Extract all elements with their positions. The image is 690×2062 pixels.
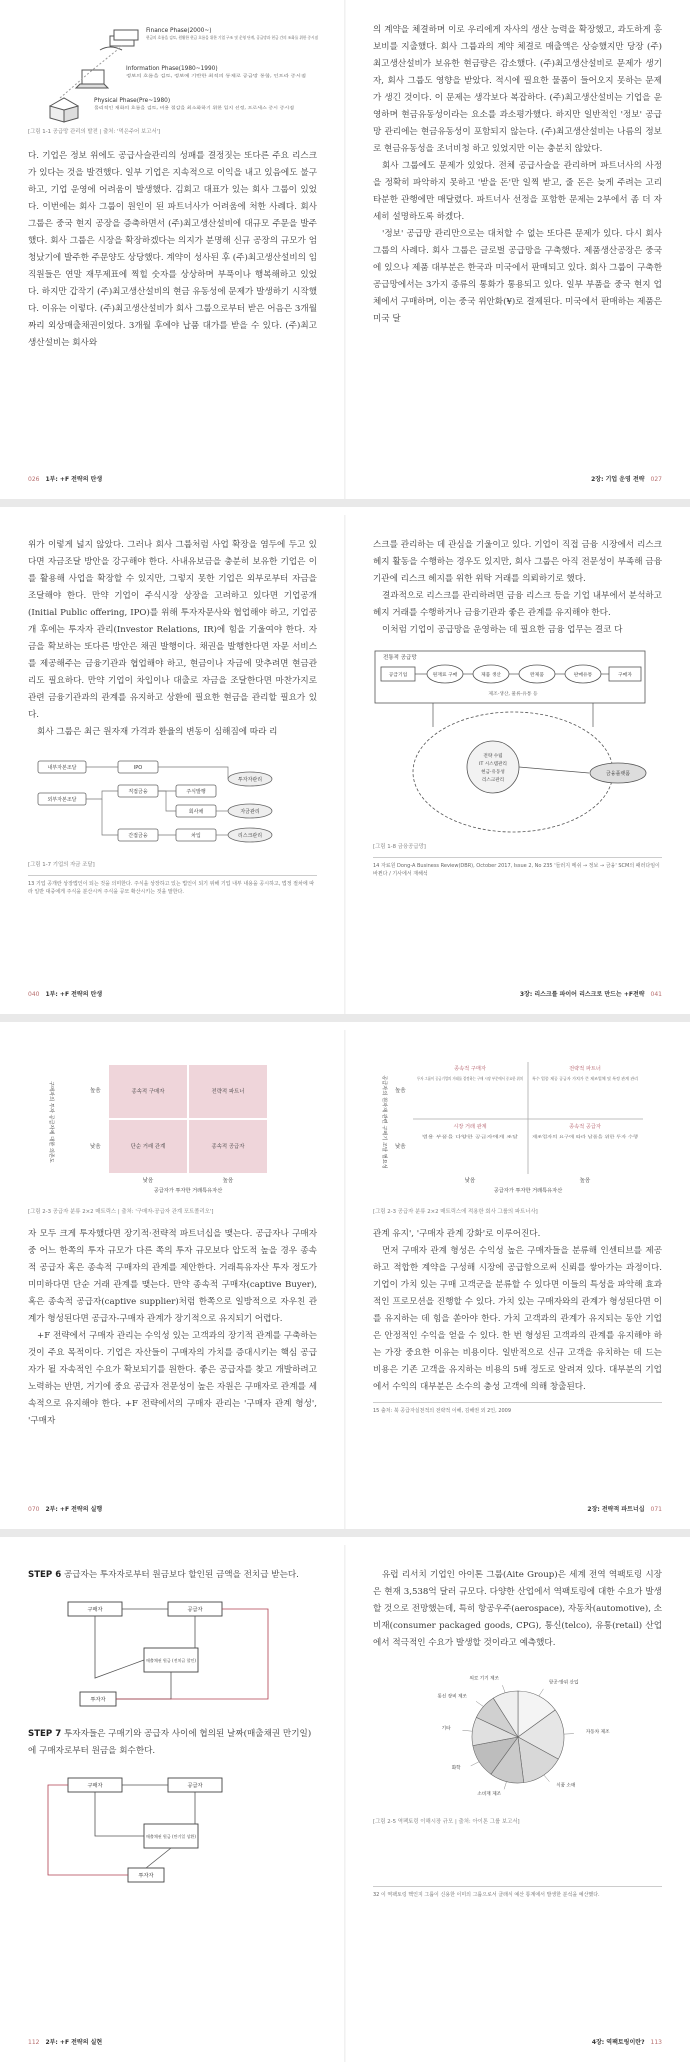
matrix-cell-title: 시장 거래 관계 — [453, 1124, 487, 1130]
step-label: STEP 7 — [28, 1729, 62, 1739]
body-text — [28, 1226, 317, 1430]
diagram-label: 주식발행 — [186, 789, 206, 795]
axis-low: 낮음 — [142, 1178, 154, 1184]
figure-caption: [그림 1-1 공급망 관리의 발전 | 출처: '먹은주어 보고서'] — [28, 129, 161, 135]
supplier-matrix-figure — [28, 1052, 318, 1202]
pie-leader-line — [564, 1734, 574, 1735]
paragraph: 회사 그룹은 최근 원자재 가격과 환율의 변동이 심해짐에 따라 리 — [37, 727, 278, 737]
axis-high: 높음 — [90, 1088, 101, 1094]
matrix-x-label: 공급자가 투자한 거래특유자산 — [153, 1188, 223, 1194]
node-label: 판매유통 — [573, 673, 593, 678]
page-number: 112 — [28, 2039, 40, 2046]
running-head: 3장: 리스크를 파이어 리스크로 만드는 +F전략 — [519, 991, 645, 998]
axis-high: 높음 — [395, 1088, 406, 1094]
phase-finance-desc: 현금의 흐름을 검토, 원활한 현금 흐름을 위한 기업 구조 및 운영 단계, 공급망과 현금 간의 조화를 위한 중시점 — [146, 35, 346, 40]
running-head: 2부: +F 전략의 실현 — [45, 2039, 103, 2046]
paragraph: 의 계약을 체결하며 이로 우리에게 자사의 생산 능력을 확장했고, 과도하게 홍보비를 지출했다. 회사 그룹과의 계약 체결로 매출액은 상승했지만 당장 (주)최고생산설비가 보유한 현금량은 감소했다. (주)최고생산설비로 문제가 생기자, 회사 그룹도 영향을 받았다. 적시에 필요한 물품이 들어오지 못하는 문제가 생긴 것이다. 이 문제는 생각보다 복잡하다. (주)최고생산설비는 기업을 운영하며 현금유동성이라는 요소를 과소평가했다. 하지만 일반적인 '정보' 공급망 관리에는 현금유동성이 포함되지 않는다. (주)최고생산설비는 나름의 정보로 현금유동성을 조너비청 하고 있었지만 이는 충분치 않았다. — [373, 25, 662, 154]
hub-label: 현금·유동성 — [481, 770, 505, 775]
body-text — [373, 22, 662, 328]
phase-information-title: Information Phase(1980~1990) — [126, 66, 218, 72]
body-text — [373, 537, 662, 639]
pie-leader-line — [471, 1762, 479, 1766]
body-text — [28, 537, 317, 741]
pie-label: 기타 — [441, 1726, 451, 1732]
book-spread-4 — [0, 1545, 690, 2062]
matrix-y-label: 구매자의 투자 공급자에 대한 의존도 — [48, 1081, 54, 1163]
page-070 — [0, 1030, 345, 1529]
page-folio — [28, 474, 102, 483]
hub-label: IT 시스템관리 — [479, 762, 507, 767]
diagram-title: 전통적 공급망 — [383, 655, 417, 661]
diagram-label: 간접금융 — [128, 833, 148, 839]
hub-label: 리스크관리 — [481, 778, 505, 783]
body-text — [373, 1226, 662, 1396]
page-folio — [28, 989, 102, 998]
paragraph: 먼저 구매자 관계 형성은 수익성 높은 구매자들을 분류해 인센티브를 제공하고 적합한 계약을 구성해 시장에 공급함으로써 신뢰를 쌓아가는 과정이다. 기업이 가치 있는 구매 고객군을 분류할 수 있다면 이들의 특성을 파악해 효과적인 프로모션을 진행할 수 있다. 가치 있는 구매자와의 관계가 형성된다면 이를 유지하는 데 힘을 쏟아야 한다. 가치 고객과의 관계가 유지되는 동안 기업은 안정적인 수익을 얻을 수 있다. 한 번 형성된 고객과의 관계를 유지해야 하는 가장 중요한 이유는 비용이다. 일반적으로 신규 고객을 유치하는 데 드는 비용은 기존 고객을 유지하는 비용의 5배 정도로 알려져 있다. 대부분의 기업에서 수익의 대부분은 소수의 충성 고객에 의해 창출된다. — [373, 1246, 662, 1392]
page-folio — [591, 474, 662, 483]
matrix-cell-title: 전략적 파트너 — [569, 1066, 601, 1072]
page-number: 040 — [28, 991, 40, 998]
matrix-cell: 종속적 공급자 — [211, 1144, 245, 1150]
footnote: 14 자료원 Dong-A Business Review(DBR), October 2017, Issue 2, No 235 '들러지 메쉬 → 정보 → 금융' SCM의 패러다임이 바뀐다 / 기사에서 재해석 — [373, 857, 662, 878]
box-icon — [50, 98, 78, 122]
paragraph: '정보' 공급망 관리만으로는 대처할 수 없는 또다른 문제가 있다. 다시 회사 그룹의 사례다. 회사 그룹은 글로벌 공급망을 구축했다. 제품생산공장은 중국에 있으나 제품 대부분은 한국과 미국에서 판매되고 있다. 회사 그룹이 구축한 공급망에서는 3가지 종류의 통화가 통용되고 있다. 일부 부품을 중국 현지 업체에서 구매하며, 이는 중국 위안화(¥)로 결제된다. 미국에서 판매하는 제품은 미국 달 — [373, 229, 662, 324]
node-buyer: 구매자 — [87, 1783, 103, 1789]
node-label: 완제품 — [530, 673, 544, 678]
body-text — [28, 148, 317, 352]
pie-leader-line — [502, 1685, 505, 1693]
figure-caption: [그림 2-5 역팩토링 이해시장 규모 | 출처: 아이톤 그룹 보고서] — [373, 1819, 520, 1825]
partner-matrix-figure — [373, 1052, 663, 1202]
dollar-hand-icon — [100, 30, 138, 50]
pie-leader-line — [539, 1689, 544, 1696]
running-head: 2부: +F 전략의 실행 — [45, 1506, 103, 1513]
matrix-y-label: 공급자의 원자재 관련 구매기 조달 필요성 — [381, 1075, 387, 1169]
step-6 — [28, 1567, 317, 1584]
node-supplier: 공급자 — [187, 1783, 203, 1789]
pie-label: 통신 장비 제조 — [437, 1694, 467, 1700]
node-label: 구매자 — [618, 673, 632, 678]
matrix-cell-desc: 투자 그룹이 공급기업의 거래를 결정하는 구매 시장 부문에서 중요한 위치 — [417, 1076, 524, 1081]
platform-label: 금융플랫폼 — [605, 771, 631, 777]
running-head: 2장: 기업 운영 전략 — [591, 476, 645, 483]
diagram-label: IPO — [133, 765, 143, 771]
reverse-factoring-pie-chart — [373, 1662, 663, 1812]
paragraph: +F 전략에서 구매자 관리는 수익성 있는 고객과의 장기적 관계를 구축하는 것이 주요 목적이다. 기업은 자산들이 구매자의 가치를 증대시키는 핵심 공급자가 될 자속적인 수요가 확보되기를 원한다. 좋은 공급자를 찾고 개발하려고 노력하는 반면, 거기에 중요 공급자 전문성이 높은 자원은 구매자로 관계를 세속적으로 유지해야 한다. +F 전략에서의 구매자 관리는 '구매자 관계 형성', '구매자 — [28, 1331, 317, 1426]
paragraph: 다. 기업은 정보 위에도 공급사슬관리의 성패를 결정짓는 또다른 주요 리스크가 있다는 것을 발견했다. 일부 기업은 지속적으로 이익을 내고 있음에도 불구하고, 기업 운영에 어려움이 발생했다. 김회고 대표가 있는 회사 그룹이 있었다. 이번에는 회사 그룹이 원인이 된 파트너사가 어려움에 처한 사례다. 회사 그룹은 중국 현지 공장을 증축하면서 (주)최고생산설비에 대규모 주문을 발주했다. 회사 그룹은 시장을 확장하겠다는 의지가 분명해 신규 공장의 규모가 엄청났기에 발주한 주문양도 상당했다. 계약이 성사된 후 (주)최고생산설비의 임직원들은 연말 재무제표에 찍힐 숫자를 상상하며 부푹이나 행복해하고 있었다. 하지만 갑작기 (주)최고생산설비의 현금 유동성에 문제가 발생하기 시작했다. 이유는 이렇다. (주)최고생산설비가 회사 그룹으로부터 받은 어음은 3개월짜리 외상매출채권이었다. 3개월 후에야 납품 대가를 받을 수 있다. (주)최고생산설비는 회사와 — [28, 151, 317, 348]
footnote: 13 기업 공개란 상장법인이 되는 것을 의미한다. 주식을 상장하고 있는 법인이 되기 위해 기업 내부 내용을 공시하고, 법정 절차에 따라 일반 대중에게 주식을 분산시켜 주식을 공모 확산시키는 것을 말한다. — [28, 875, 317, 896]
step7-flow-diagram — [28, 1764, 318, 1894]
phase-finance-title: Finance Phase(2000~) — [146, 28, 212, 34]
footnote: 32 이 역팩토링 핵인지 그룹이 신용한 이미의 그룹으로서 클래식 예산 통계에서 발생한 분석을 예산했다. — [373, 1886, 662, 1899]
pie-label: 자동차 제조 — [585, 1730, 610, 1736]
pie-label: 소비재 제조 — [477, 1792, 502, 1798]
page-folio — [520, 989, 662, 998]
pie-leader-line — [462, 1730, 472, 1731]
page-041 — [345, 515, 690, 1014]
paragraph: 자 모두 크게 투자했다면 장기적·전략적 파트너십을 맺는다. 공급자나 구매자 중 어느 한쪽의 투자 규모가 다른 쪽의 투자 규모보다 압도적 높을 경우 종속적 공급자 혹은 종속적 구매자의 관계를 제안한다. 거래특유자산 투자 정도가 미미하다면 단순 거래 관계를 맺는다. 만약 종속적 구매자(captive Buyer), 혹은 종속적 공급자(captive supplier)처럼 한쪽으로 일방적으로 자우친 관계가 형성된다면 공급자-구매자 관계가 장기적으로 유지되기 어렵다. — [28, 1229, 317, 1324]
page-number: 041 — [650, 991, 662, 998]
step-7 — [28, 1726, 317, 1760]
pie-leader-line — [476, 1701, 484, 1706]
phase-physical-desc: 물리적인 재화의 흐름을 검토, 비용 절감을 최소화하기 위한 입지 선정, 프로세스 중시 중시점 — [94, 105, 263, 110]
book-spread-1 — [0, 0, 690, 507]
axis-low: 낮음 — [464, 1178, 476, 1184]
matrix-x-label: 공급자가 투자한 거래특유자산 — [493, 1188, 563, 1194]
pie-label: 식품 소매 — [556, 1783, 576, 1789]
figure-caption: [그림 1-8 금융공급망] — [373, 844, 426, 850]
matrix-cell: 전략적 파트너 — [211, 1089, 245, 1095]
node-label: 공급기업 — [388, 673, 408, 678]
step-text: 공급자는 투자자로부터 원금보다 할인된 금액을 전치급 받는다. — [63, 1570, 299, 1580]
matrix-cell-desc: 특수 업종 제공 공급자 가치가 큰 제조업체 및 특정 관계 관리 — [532, 1076, 639, 1081]
diagram-label: 투자자관리 — [237, 777, 263, 783]
node-investor: 투자자 — [90, 1697, 106, 1703]
page-number: 070 — [28, 1506, 40, 1513]
diagram-label: 차입 — [191, 833, 201, 839]
sub-label: 제조·생산, 물류·유통 등 — [488, 692, 538, 697]
book-spread-2 — [0, 515, 690, 1022]
running-head: 1부: +F 전략의 탄생 — [45, 476, 103, 483]
pie-label: 의료 기기 제조 — [469, 1676, 500, 1682]
page-folio — [587, 1504, 662, 1513]
node-label: 원재료 구매 — [432, 673, 458, 678]
step-text: 투자자들은 구매기와 공급자 사이에 협의된 날짜(매출채권 만기일)에 구매자로부터 원금을 회수한다. — [28, 1729, 312, 1756]
laptop-icon — [76, 70, 108, 88]
page-number: 113 — [650, 2039, 662, 2046]
pie-leader-line — [504, 1782, 506, 1790]
page-folio — [28, 1504, 102, 1513]
phase-physical-title: Physical Phase(Pre~1980) — [94, 98, 171, 104]
book-spread-3 — [0, 1030, 690, 1537]
running-head: 2장: 전략적 파트너십 — [587, 1506, 645, 1513]
diagram-label: 리스크관리 — [237, 833, 263, 839]
node-supplier: 공급자 — [187, 1607, 203, 1613]
body-text — [373, 1567, 662, 1652]
axis-high: 높음 — [222, 1178, 234, 1184]
matrix-cell-title: 종속적 공급자 — [569, 1124, 601, 1130]
paragraph: 스크를 관리하는 데 관심을 기울이고 있다. 기업이 직접 금융 시장에서 리스크 헤지 활동을 수행하는 경우도 있지만, 회사 그룹은 아직 전문성이 부족해 금융기관에 리스크 헤지를 위한 위탁 거래를 의뢰하기로 했다. — [373, 540, 662, 584]
step-label: STEP 6 — [28, 1570, 62, 1580]
node-buyer: 구매자 — [87, 1607, 103, 1613]
matrix-cell: 단순 거래 관계 — [130, 1144, 166, 1150]
node-label: 제품 생산 — [480, 673, 502, 678]
footnote: 15 출처: 북 공급자실천적의 전략적 이해, 김해권 외 2인, 2009 — [373, 1402, 662, 1415]
page-number: 026 — [28, 476, 40, 483]
figure-caption: [그림 2-3 공급자 분류 2×2 매트릭스에 적용한 회사 그룹의 파트너사] — [373, 1209, 538, 1215]
diagram-label: 외부자본조달 — [47, 797, 77, 803]
matrix-cell: 종속적 구매자 — [131, 1089, 165, 1095]
running-head: 4장: 역팩토링이란? — [591, 2039, 645, 2046]
axis-low: 낮음 — [395, 1144, 406, 1150]
running-head: 1부: +F 전략의 탄생 — [45, 991, 103, 998]
axis-high: 높음 — [579, 1178, 591, 1184]
paragraph: 유럽 리서치 기업인 아이톤 그룹(Aite Group)은 세계 전역 역팩토링 시장은 현재 3,538억 달러 규모다. 다양한 산업에서 역팩토링에 대한 수요가 발생할 것으로 전망했는데, 특히 항공우주(aerospace), 자동차(automotive), 소비재(consumer packaged goods, CPG), 통신(telco), 유통(retail) 산업에서 적극적인 수요가 발생할 것이라고 예측했다. — [373, 1570, 662, 1648]
pie-leader-line — [544, 1775, 550, 1782]
hub-label: 전략 수립 — [483, 754, 503, 759]
page-113 — [345, 1545, 690, 2062]
paragraph: 관계 유지', '구매자 관계 강화'로 이루어진다. — [373, 1229, 541, 1239]
diagram-label: 직접금융 — [128, 789, 148, 795]
flow-box-label: 매출채권 원금 (만기일 상환) — [146, 1834, 196, 1839]
pie-label: 항공·방위 산업 — [548, 1680, 579, 1686]
page-112 — [0, 1545, 345, 2062]
paragraph: 회사 그룹에도 문제가 있었다. 전체 공급사슬을 관리하며 파트너사의 사정을 정확히 파악하지 못하고 '받을 돈'만 일찍 받고, 줄 돈은 늦게 주려는 고리타분한 관행에만 매달렸다. 파트너사 선정을 포함한 문제는 2부에서 좀 더 자세히 설명하도록 하겠다. — [373, 161, 662, 222]
paragraph: 위가 이렇게 넓지 않았다. 그러나 회사 그룹처럼 사업 확장을 염두에 두고 있다면 자금조달 방안을 강구해야 한다. 사내유보금을 충분히 보유한 기업은 이를 활용해 사업을 확장할 수 있지만, 그렇지 못한 기업은 외부로부터 자금을 조달해야 한다. 만약 기업이 주식시장 상장을 고려하고 있다면 기업공개(Initial Public offering, IPO)를 위해 투자자문사와 협업해야 하고, 기업공개 후에는 투자자 관리(Investor Relations, IR)에 힘을 기울여야 한다. 자금을 확보하는 또다른 방안은 채권 발행이다. 채권을 발행한다면 자문 서비스를 제공해주는 금융기관과 협업해야 하고, 현금이나 자금에 맞추려면 현금관리도 필요하다. 만약 기업이 차입이나 대출로 자금을 조달한다면 마찬가지로 관련 금융기관과의 관계를 유지하고 상환에 필요한 현금을 관리할 필요가 있다. — [28, 540, 317, 720]
page-folio — [592, 2037, 662, 2046]
supply-chain-evolution-figure — [30, 22, 346, 122]
matrix-cell-desc: 범용 부품을 다양한 공급자에게 조달 — [422, 1134, 519, 1139]
paragraph: 이처럼 기업이 공급망을 운영하는 데 필요한 금융 업무는 결코 다 — [382, 625, 623, 635]
financial-supply-chain-diagram — [373, 647, 663, 837]
matrix-cell-desc: 제조업자의 요구에 따라 납품을 위한 투자 수행 — [532, 1134, 639, 1139]
step6-flow-diagram — [28, 1588, 318, 1718]
matrix-cell-title: 종속적 구매자 — [454, 1066, 486, 1072]
page-folio — [28, 2037, 102, 2046]
financing-diagram — [28, 755, 318, 855]
flow-box-label: 매출채권 원금 (전치급 할인) — [146, 1658, 196, 1663]
page-071 — [345, 1030, 690, 1529]
page-026 — [0, 0, 345, 499]
page-number: 027 — [650, 476, 662, 483]
page-number: 071 — [650, 1506, 662, 1513]
page-040 — [0, 515, 345, 1014]
figure-caption: [그림 2-3 공급자 분류 2×2 매트릭스 | 출처: '구매자-공급자 관계 포트폴리오'] — [28, 1209, 214, 1215]
pie-label: 화학 — [451, 1766, 461, 1772]
diagram-label: 내부자본조달 — [47, 765, 77, 771]
phase-information-desc: 정보의 흐름을 검토, 정보에 기반한 최적의 통제로 공급망 통합, 인프라 중시점 — [126, 73, 268, 78]
node-investor: 투자자 — [138, 1873, 154, 1879]
figure-caption: [그림 1-7 기업의 자금 조달] — [28, 862, 95, 868]
center-hub — [467, 741, 519, 793]
diagram-label: 자금관리 — [240, 809, 260, 815]
paragraph: 결과적으로 리스크를 관리하려면 금융 리스크 등을 기업 내부에서 분석하고 헤지 거래를 수행하거나 금융기관과 좋은 관계를 유지해야 한다. — [373, 591, 662, 618]
axis-low: 낮음 — [90, 1144, 101, 1150]
diagram-label: 회사채 — [188, 809, 204, 815]
page-027 — [345, 0, 690, 499]
